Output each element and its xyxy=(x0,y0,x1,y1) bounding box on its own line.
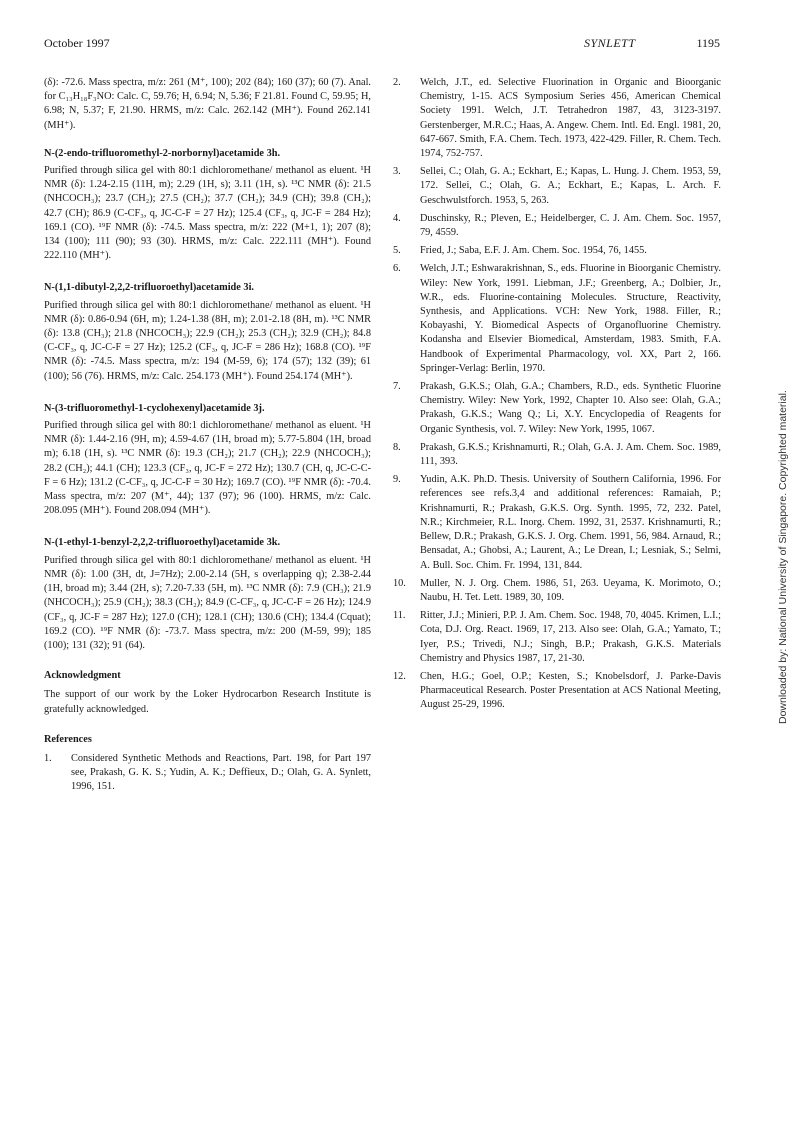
reference-text: Ritter, J.J.; Minieri, P.P. J. Am. Chem. Soc. 1948, 70, 4045. Krimen, L.I.; Cota, D.J. Org. React. 1969, 17, 213. Also see: Olah, G.A.; Yamato, T.; Iyer, P.S.; Trivedi, N.J.; Singh, B.P.; Prakash, G.K.S. Materials Chemistry and Physics 1987, 17, 21-30. xyxy=(420,610,721,664)
acknowledgment-text: The support of our work by the Loker Hydrocarbon Research Institute is gratefully acknowledged. xyxy=(44,689,371,715)
reference-text: Welch, J.T., ed. Selective Fluorination in Organic and Bioorganic Chemistry, 1-15. ACS Symposium Series 456, American Chemical Society 1991. Welch, J.T. Tetrahedron 1987, 43, 3123-3197. Gerstenberger, M.R.C.; Haas, A. Angew. Chem. Intl. Ed. Engl. 1981, 20, 647-667. Smith, F.A. Chem. Tech. 1973, 422-429. Filler, R. Chem. Tech. 1974, 752-757. xyxy=(420,77,721,160)
reference-number: 9. xyxy=(393,474,401,486)
compound-heading-3i: N-(1,1-dibutyl-2,2,2-trifluoroethyl)acetamide 3i. xyxy=(44,282,255,294)
reference-item xyxy=(393,165,721,208)
reference-item xyxy=(393,577,721,605)
reference-item xyxy=(393,262,721,376)
reference-text: Sellei, C.; Olah, G. A.; Eckhart, E.; Kapas, L. Hung. J. Chem. 1953, 59, 172. Sellei, C.; Olah, G. A.; Eckhart, E.; Kapas, L. Arch. F. Geschwulstforch. 1953, 5, 263. xyxy=(420,166,721,206)
reference-text: Considered Synthetic Methods and Reactions, Part. 198, for Part 197 see, Prakash, G. K. S.; Yudin, A. K.; Deffieux, D.; Olah, G. A. Synlett, 1996, 151. xyxy=(71,752,371,793)
reference-text: Fried, J.; Saba, E.F. J. Am. Chem. Soc. 1954, 76, 1455. xyxy=(420,245,647,257)
acknowledgment-heading: Acknowledgment xyxy=(44,670,121,682)
page-number: 1195 xyxy=(696,36,720,50)
reference-number: 6. xyxy=(393,263,401,275)
reference-item xyxy=(393,244,721,258)
reference-text: Yudin, A.K. Ph.D. Thesis. University of Southern California, 1996. For references see refs.3,4 and additional references: Ramaiah, P.; Krishnamurti, R.; Prakash, G.K.S. Org. Synth. 1995, 72, 232. Patel, N.R.; Kirchmeier, R.L. Inorg. Chem. 1992, 31, 2537. Krishnamurti, R.; Bellew, D.R.; Prakash, G.K.S. J. Org. Chem. 1991, 56, 984. Arnaud, R.; Bensadat, A.; Ghobsi, A.; Laurent, A.; Le Drean, I.; Lesniak, S.; Selmi, A. Bull. Soc. Chim. Fr. 1994, 131, 844. xyxy=(420,474,721,571)
compound-body-3j: Purified through silica gel with 80:1 dichloromethane/ methanol as eluent. ¹H NMR (δ): 1.44-2.16 (9H, m); 4.59-4.67 (1H, broad m); 5.77-5.804 (1H, broad m); 6.18 (1H, s). ¹³C NMR (δ): 19.3 (CH₂); 21.7 (CH₂); 22.9 (NHCOCH₃); 28.2 (CH₂); 44.1 (CH); 123.3 (CF₃, q, JC-F = 272 Hz); 130.7 (CH, q, JC-C-C-F = 6 Hz); 131.2 (C-CF₃, q, JC-C-F = 30 Hz); 169.7 (CO). ¹⁹F NMR (δ): -70.4. Mass spectra, m/z: 207 (M⁺, 44); 137 (97); 96 (100). HRMS, m/z: Calc. 208.095 (MH⁺). Found 208.094 (MH⁺). xyxy=(44,420,371,517)
reference-item xyxy=(393,380,721,437)
reference-text: Prakash, G.K.S.; Krishnamurti, R.; Olah, G.A. J. Am. Chem. Soc. 1989, 111, 393. xyxy=(420,441,721,468)
reference-number: 11. xyxy=(393,610,406,622)
intro-paragraph: (δ): -72.6. Mass spectra, m/z: 261 (M⁺, 100); 202 (84); 160 (37); 60 (7). Anal. for C₁₃H₁₈F₃NO: Calc. C, 59.76; H, 6.94; N, 5.36; F 21.81. Found C, 59.95; H, 6.98; N, 5.37; F, 21.90. HRMS, m/z: Calc. 262.142 (MH⁺). Found 262.141 (MH⁺). xyxy=(44,77,371,131)
reference-item xyxy=(44,752,371,795)
reference-text: Chen, H.G.; Goel, O.P.; Kesten, S.; Knobelsdorf, J. Parke-Davis Pharmaceutical Research. Poster Presentation at ACS National Meeting, August 25-29, 1996. xyxy=(420,670,721,711)
reference-number: 3. xyxy=(393,166,401,178)
reference-number: 5. xyxy=(393,245,401,257)
reference-text: Prakash, G.K.S.; Olah, G.A.; Chambers, R.D., eds. Synthetic Fluorine Chemistry. Wiley: New York, 1992, Chapter 10. Also see: Olah, G.A.; Prakash, G.K.S.; Wang Q.; Li, X.Y. Encyclopedia of Reagents for Organic Synthesis, vol. 7. Wiley: New York, 1995, 1067. xyxy=(420,381,721,435)
reference-item xyxy=(393,670,721,713)
reference-text: Duschinsky, R.; Pleven, E.; Heidelberger, C. J. Am. Chem. Soc. 1957, 79, 4559. xyxy=(420,212,721,239)
download-watermark: Downloaded by: National University of Singapore. Copyrighted material. xyxy=(777,390,789,724)
reference-number: 10. xyxy=(393,577,406,589)
issue-date: October 1997 xyxy=(44,36,110,50)
compound-body-3h: Purified through silica gel with 80:1 dichloromethane/ methanol as eluent. ¹H NMR (δ): 1.24-2.15 (11H, m); 2.29 (1H, s); 3.11 (1H, s). ¹³C NMR (δ): 21.5 (NHCOCH₃); 23.7 (CH₂); 27.5 (CH₂); 37.7 (CH₂); 34.9 (CH); 39.8 (CH₂); 42.7 (CH); 86.9 (C-CF₃, q, JC-C-F = 27 Hz); 125.4 (CF₃, q, JC-F = 284 Hz); 169.1 (CO). ¹⁹F NMR (δ): -74.5. Mass spectra, m/z: 222 (M+1, 1); 207 (8); 134 (100); 111 (90); 93 (30). HRMS, m/z: Calc. 222.111 (MH⁺). Found 222.110 (MH⁺). xyxy=(44,165,371,262)
reference-number: 1. xyxy=(44,752,52,764)
compound-heading-3h: N-(2-endo-trifluoromethyl-2-norbornyl)acetamide 3h. xyxy=(44,147,281,159)
reference-item xyxy=(393,609,721,666)
compound-body-3i: Purified through silica gel with 80:1 dichloromethane/ methanol as eluent. ¹H NMR (δ): 0.86-0.94 (6H, m); 1.24-1.38 (8H, m); 2.01-2.18 (8H, m). ¹³C NMR (δ): 13.8 (CH₃); 21.8 (NHCOCH₃); 22.9 (CH₂); 25.3 (CH₂); 32.9 (CH₂); 84.8 (C-CF₃, q, JC-C-F = 27 Hz); 125.2 (CF₃, q, JC-F = 286 Hz); 168.8 (CO). ¹⁹F NMR (δ): -74.5. Mass spectra, m/z: 194 (M-59, 6); 174 (57); 132 (39); 61 (100); 56 (76). HRMS, m/z: Calc. 254.173 (MH⁺). Found 254.174 (MH⁺). xyxy=(44,299,371,382)
reference-text: Welch, J.T.; Eshwarakrishnan, S., eds. Fluorine in Bioorganic Chemistry. Wiley: New York, 1991. Liebman, J.F.; Greenberg, A.; Dolbier, Jr., W.R., eds. Fluorine-containing Molecules. Structure, Reactivity, Synthesis, and Applications. VCH: New York, 1988. Filler, R.; Kobayashi, Y. Biomedical Aspects of Organofluorine Chemistry. Kodansha and Elsevier Biomedical, Amsterdam, 1983. Smith, F.A. Handbook of Experimental Pharmacology, vol. XX, Part 2, 166. Springer-Verlag: Berlin, 1970. xyxy=(420,263,721,374)
left-column xyxy=(44,76,371,801)
reference-item xyxy=(393,212,721,240)
reference-number: 4. xyxy=(393,212,401,224)
reference-number: 2. xyxy=(393,77,401,88)
reference-item xyxy=(393,441,721,469)
reference-number: 7. xyxy=(393,381,401,393)
reference-item xyxy=(393,473,721,572)
compound-heading-3k: N-(1-ethyl-1-benzyl-2,2,2-trifluoroethyl)acetamide 3k. xyxy=(44,537,281,549)
reference-item xyxy=(393,76,721,161)
journal-name: SYNLETT xyxy=(584,36,636,50)
reference-number: 12. xyxy=(393,670,406,682)
right-column xyxy=(393,76,721,717)
reference-text: Muller, N. J. Org. Chem. 1986, 51, 263. Ueyama, K. Morimoto, O.; Naubu, H. Tet. Lett. 1989, 30, 109. xyxy=(420,577,721,603)
compound-body-3k: Purified through silica gel with 80:1 dichloromethane/ methanol as eluent. ¹H NMR (δ): 1.00 (3H, dt, J=7Hz); 2.00-2.14 (5H, s overlapping q); 2.38-2.44 (1H, broad m); 3.44 (2H, s); 7.20-7.33 (5H, m). ¹³C NMR (δ): 7.9 (CH₃); 21.9 (NHCOCH₃); 25.9 (CH₂); 38.3 (CH₂); 84.9 (C-CF₃, q, JC-C-F = 26 Hz); 124.9 (CF₃, q, JC-F = 287 Hz); 127.0 (CH); 128.1 (CH); 130.6 (CH); 134.4 (Cquat); 169.2 (CO). ¹⁹F NMR (δ): -73.7. Mass spectra, m/z: 200 (M-59, 99); 185 (100); 131 (32); 91 (64). xyxy=(44,554,371,651)
page-header xyxy=(44,36,720,52)
references-heading: References xyxy=(44,733,92,745)
compound-heading-3j: N-(3-trifluoromethyl-1-cyclohexenyl)acetamide 3j. xyxy=(44,402,265,414)
reference-number: 8. xyxy=(393,441,401,453)
